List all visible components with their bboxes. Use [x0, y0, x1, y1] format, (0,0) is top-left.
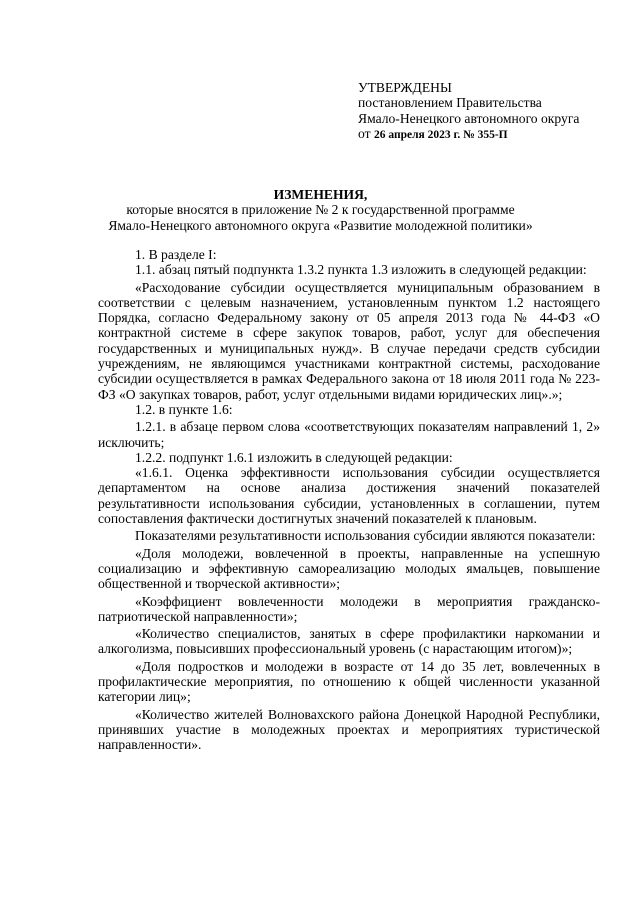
- approval-date-line: [358, 126, 618, 143]
- paragraph-indicators-intro: Показателями результативности использования субсидии являются показатели:: [135, 528, 596, 544]
- document-title: ИЗМЕНЕНИЯ,: [273, 187, 368, 202]
- paragraph-indicator-teenagers: «Доля подростков и молодежи в возрасте от 14 до 35 лет, вовлеченных в профилактические мероприятия, по отношению к общей численности указанной категории лиц»;: [98, 658, 600, 705]
- paragraph-1-2-1: 1.2.1. в абзаце первом слова «соответствующих показателям направлений 1, 2» исключить;: [98, 419, 600, 450]
- approval-line-2: Ямало-Ненецкого автономного округа: [358, 110, 580, 126]
- approval-title: УТВЕРЖДЕНЫ: [358, 80, 452, 95]
- paragraph-indicator-volnovakha: «Количество жителей Волновахского района Донецкой Народной Республики, принявших участие в молодежных проектах и мероприятиях туристической направленности».: [98, 706, 600, 753]
- paragraph-indicator-specialists: «Количество специалистов, занятых в сфере профилактики наркомании и алкоголизма, повысивших профессиональный уровень (с нарастающим итогом)»;: [98, 626, 600, 657]
- paragraph-1: 1. В разделе I:: [135, 247, 217, 262]
- document-body: [98, 247, 600, 753]
- paragraph-indicator-youth-share: «Доля молодежи, вовлеченной в проекты, направленные на успешную социализацию и эффективную самореализацию молодых ямальцев, повышение общественной и творческой активности»;: [98, 545, 600, 592]
- approval-date-prefix: от: [358, 125, 371, 141]
- paragraph-1-6-1: «1.6.1. Оценка эффективности использования субсидии осуществляется департаментом на основе анализа достижения значений показателей результативности использования субсидии, установленных в соглашении, путем сопоставления фактически достигнутых значений показателей к плановым.: [98, 465, 600, 527]
- document-subtitle-line-2: Ямало-Ненецкого автономного округа «Развитие молодежной политики»: [108, 217, 533, 233]
- paragraph-quote-subsidy: «Расходование субсидии осуществляется муниципальным образованием в соответствии с целевым назначением, установленным пунктом 1.2 настоящего Порядка, согласно Федеральному закону от 05 апреля 2013 года № 44-ФЗ «О контрактной системе в сфере закупок товаров, работ, услуг для обеспечения государственных и муниципальных нужд». В случае передачи средств субсидии учреждениям, не являющимся участниками контрактной системы, расходование субсидии осуществляется в рамках Федерального закона от 18 июля 2011 года № 223-ФЗ «О закупках товаров, работ, услуг отдельными видами юридических лиц».»;: [98, 279, 600, 402]
- approval-block: [358, 80, 618, 143]
- paragraph-1-2-2: 1.2.2. подпункт 1.6.1 изложить в следующей редакции:: [135, 449, 453, 465]
- document-heading: [98, 187, 543, 233]
- approval-date: 26 апреля 2023 г. № 355-П: [373, 128, 508, 141]
- document-subtitle-line-1: которые вносятся в приложение № 2 к государственной программе: [126, 202, 515, 218]
- paragraph-indicator-patriotic: «Коэффициент вовлеченности молодежи в мероприятия гражданско-патриотической направленности»;: [98, 593, 600, 624]
- approval-line-1: постановлением Правительства: [358, 95, 542, 111]
- paragraph-1-1: 1.1. абзац пятый подпункта 1.3.2 пункта 1.3 изложить в следующей редакции:: [135, 262, 587, 278]
- paragraph-1-2: 1.2. в пункте 1.6:: [135, 401, 233, 417]
